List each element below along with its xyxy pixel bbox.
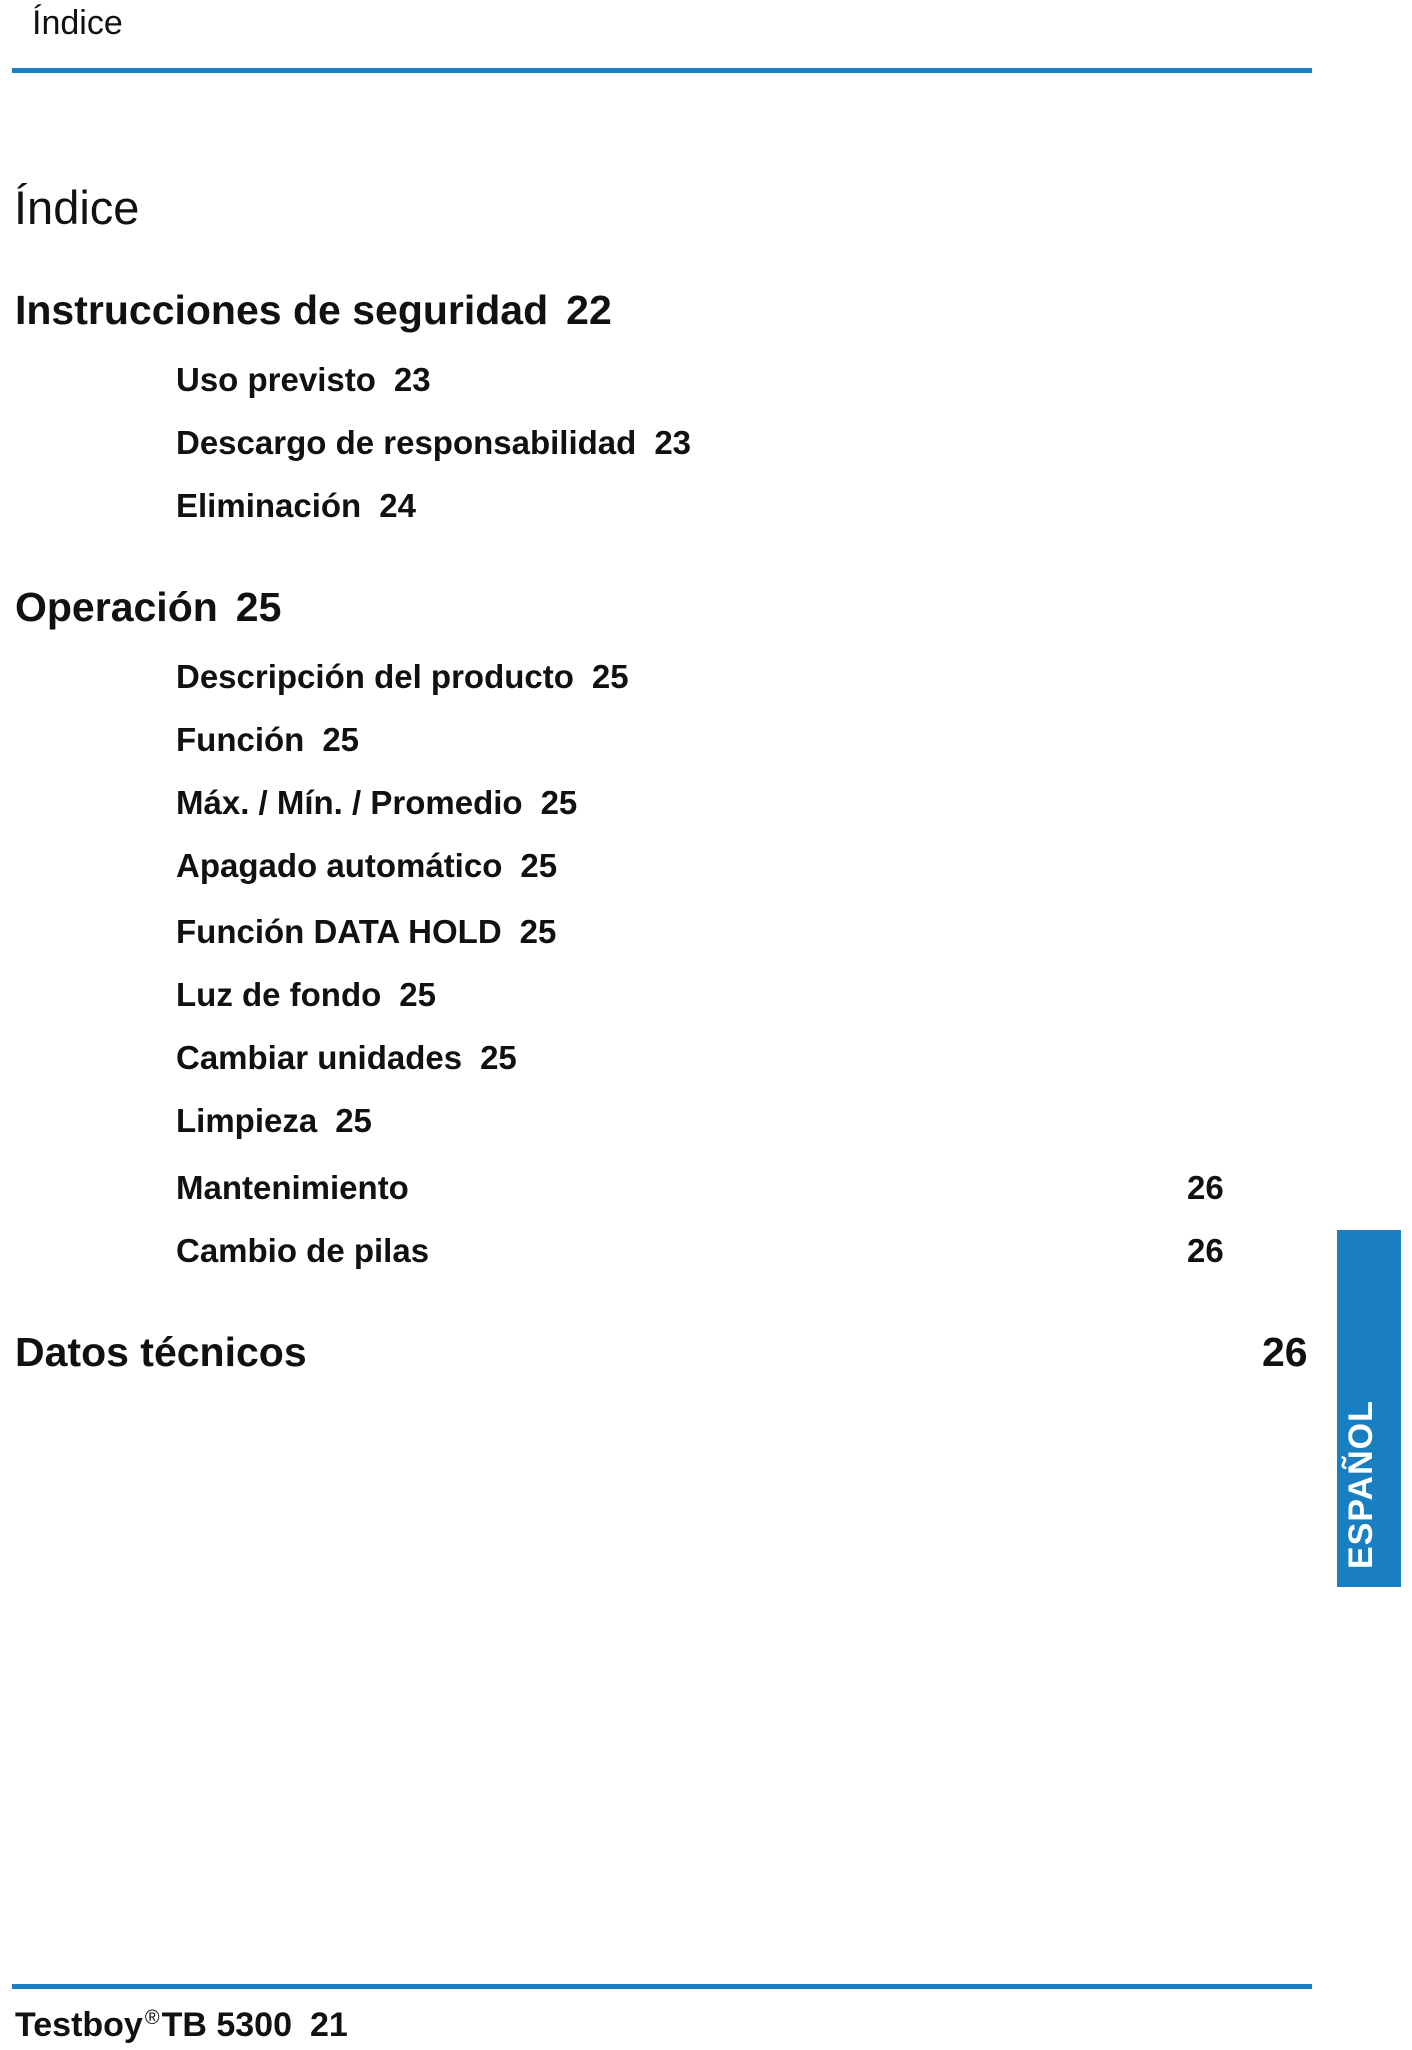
toc-section-label: Instrucciones de seguridad	[15, 287, 549, 333]
toc-section-page: 25	[235, 584, 282, 630]
toc-item-luz-de-fondo[interactable]	[176, 976, 436, 1014]
footer-brand: Testboy	[15, 2006, 143, 2044]
toc-item-label: Función DATA HOLD	[176, 913, 502, 950]
toc-item-page: 25	[399, 976, 437, 1013]
language-tab-label: ESPAÑOL	[1342, 1400, 1380, 1569]
footer-model: TB 5300	[161, 2006, 292, 2044]
toc-item-page: 23	[654, 424, 692, 461]
toc-item-descripcion[interactable]	[176, 658, 629, 696]
toc-item-max-min[interactable]	[176, 784, 577, 822]
toc-item-mantenimiento[interactable]	[176, 1169, 409, 1207]
toc-section-label: Datos técnicos	[15, 1329, 307, 1375]
toc-section-page: 22	[566, 287, 612, 333]
toc-item-page: 25	[520, 847, 558, 884]
language-tab	[1337, 1230, 1401, 1587]
toc-section-datos-tecnicos[interactable]	[15, 1329, 307, 1376]
toc-item-label: Cambio de pilas	[176, 1232, 430, 1269]
toc-item-page-cambio-de-pilas: 26	[1187, 1232, 1224, 1269]
running-header-title: Índice	[32, 4, 123, 42]
toc-section-instrucciones[interactable]	[15, 287, 612, 334]
toc-item-page: 25	[322, 721, 360, 758]
toc-item-funcion[interactable]	[176, 721, 359, 759]
toc-section-label: Operación	[15, 584, 218, 630]
toc-item-label: Apagado automático	[176, 847, 503, 884]
toc-item-page: 24	[379, 487, 416, 524]
toc-item-apagado[interactable]	[176, 847, 557, 885]
toc-item-page: 25	[480, 1039, 517, 1076]
toc-item-page: 23	[393, 361, 431, 398]
toc-item-label: Descripción del producto	[176, 658, 574, 695]
toc-item-page-mantenimiento: 26	[1187, 1169, 1224, 1206]
footer-rule	[12, 1984, 1312, 1989]
toc-item-cambiar-unidades[interactable]	[176, 1039, 517, 1077]
toc-item-label: Luz de fondo	[176, 976, 382, 1013]
registered-mark: ®	[144, 2007, 160, 2029]
toc-item-page: 25	[540, 784, 578, 821]
toc-item-label: Función	[176, 721, 305, 758]
page-title: Índice	[14, 181, 140, 234]
toc-item-label: Eliminación	[176, 487, 362, 524]
toc-item-descargo[interactable]	[176, 424, 691, 462]
toc-item-eliminacion[interactable]	[176, 487, 416, 525]
toc-section-operacion[interactable]	[15, 584, 281, 631]
toc-item-cambio-de-pilas[interactable]	[176, 1232, 429, 1270]
toc-item-label: Uso previsto	[176, 361, 376, 398]
toc-item-uso-previsto[interactable]	[176, 361, 431, 399]
header-rule	[12, 68, 1312, 73]
footer-page-number: 21	[310, 2006, 348, 2044]
toc-item-page: 25	[335, 1102, 372, 1139]
page-footer	[15, 2006, 348, 2045]
toc-item-label: Máx. / Mín. / Promedio	[176, 784, 523, 821]
toc-section-page-datos-tecnicos: 26	[1262, 1329, 1308, 1375]
toc-item-label: Descargo de responsabilidad	[176, 424, 637, 461]
toc-item-label: Cambiar unidades	[176, 1039, 463, 1076]
toc-item-data-hold[interactable]	[176, 913, 556, 951]
toc-item-label: Mantenimiento	[176, 1169, 409, 1206]
toc-item-page: 25	[591, 658, 629, 695]
toc-item-label: Limpieza	[176, 1102, 318, 1139]
toc-item-page: 25	[519, 913, 557, 950]
toc-item-limpieza[interactable]	[176, 1102, 372, 1140]
